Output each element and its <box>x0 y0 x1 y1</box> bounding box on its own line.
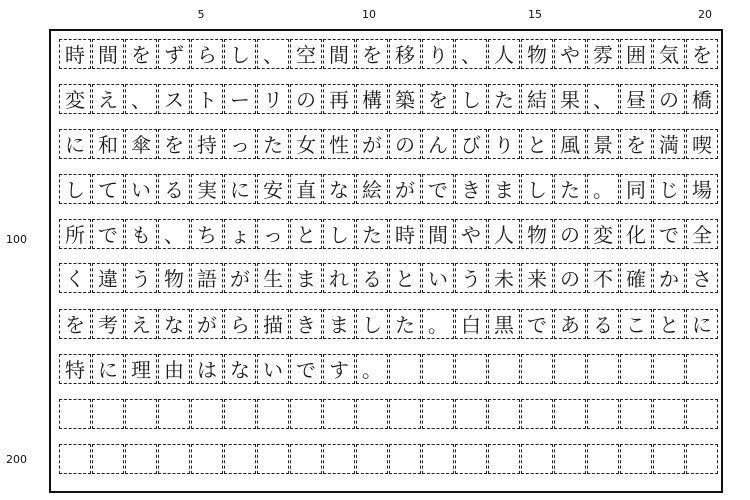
grid-cell: な <box>158 309 190 339</box>
grid-cell: と <box>521 129 553 159</box>
grid-cell: た <box>554 174 586 204</box>
grid-cell: う <box>125 263 157 293</box>
column-marker-15: 15 <box>528 8 542 21</box>
grid-cell: じ <box>653 174 685 204</box>
grid-cell <box>257 444 289 474</box>
grid-cell: 満 <box>653 129 685 159</box>
grid-cell: 、 <box>587 84 619 114</box>
grid-cell: 構 <box>356 84 388 114</box>
grid-cell: 間 <box>422 219 454 249</box>
grid-cell: 空 <box>290 39 322 69</box>
grid-cell: で <box>521 309 553 339</box>
grid-cell: る <box>356 263 388 293</box>
grid-cell: で <box>653 219 685 249</box>
grid-cell <box>587 444 619 474</box>
grid-cell: 時 <box>59 39 91 69</box>
grid-cell <box>686 354 718 384</box>
grid-row <box>59 399 715 429</box>
grid-cell: 。 <box>422 309 454 339</box>
grid-cell: で <box>92 219 124 249</box>
grid-row <box>59 84 715 114</box>
grid-cell: に <box>59 129 91 159</box>
grid-cell: 理 <box>125 354 157 384</box>
row-marker-100: 100 <box>6 233 27 246</box>
grid-cell: く <box>59 263 91 293</box>
grid-cell <box>521 444 553 474</box>
grid-cell: た <box>356 219 388 249</box>
grid-cell: と <box>653 309 685 339</box>
grid-cell: と <box>389 263 421 293</box>
grid-cell: ん <box>422 129 454 159</box>
grid-cell <box>422 399 454 429</box>
grid-cell: 昼 <box>620 84 652 114</box>
grid-cell: 安 <box>257 174 289 204</box>
grid-cell: ず <box>158 39 190 69</box>
grid-cell: し <box>224 39 256 69</box>
grid-cell <box>125 444 157 474</box>
grid-cell: 風 <box>554 129 586 159</box>
grid-cell: 直 <box>290 174 322 204</box>
column-marker-20: 20 <box>698 8 712 21</box>
grid-cell <box>389 399 421 429</box>
grid-cell: 、 <box>257 39 289 69</box>
grid-cell: か <box>653 263 685 293</box>
grid-cell: を <box>158 129 190 159</box>
grid-cell <box>290 399 322 429</box>
grid-row <box>59 309 715 339</box>
grid-cell: 黒 <box>488 309 520 339</box>
grid-cell <box>554 444 586 474</box>
grid-cell: 確 <box>620 263 652 293</box>
grid-row <box>59 354 715 384</box>
grid-cell: て <box>92 174 124 204</box>
grid-cell: き <box>290 309 322 339</box>
grid-cell: 喫 <box>686 129 718 159</box>
grid-cell: 人 <box>488 39 520 69</box>
grid-cell <box>488 354 520 384</box>
grid-cell: 生 <box>257 263 289 293</box>
grid-cell: し <box>323 219 355 249</box>
grid-cell: 和 <box>92 129 124 159</box>
grid-cell: 時 <box>389 219 421 249</box>
grid-cell: の <box>290 84 322 114</box>
grid-cell: に <box>686 309 718 339</box>
grid-cell <box>59 444 91 474</box>
grid-cell <box>191 444 223 474</box>
grid-cell <box>488 444 520 474</box>
grid-cell <box>323 444 355 474</box>
grid-cell <box>521 399 553 429</box>
grid-cell <box>224 444 256 474</box>
grid-cell: 物 <box>521 219 553 249</box>
grid-cell: ら <box>191 39 223 69</box>
grid-cell: が <box>389 174 421 204</box>
grid-cell: え <box>125 309 157 339</box>
grid-cell <box>158 399 190 429</box>
grid-row <box>59 219 715 249</box>
grid-cell: ょ <box>224 219 256 249</box>
grid-cell: を <box>620 129 652 159</box>
grid-cell: に <box>92 354 124 384</box>
grid-cell: 特 <box>59 354 91 384</box>
grid-cell: し <box>356 309 388 339</box>
grid-cell: ま <box>290 263 322 293</box>
grid-cell: 場 <box>686 174 718 204</box>
grid-cell: 。 <box>587 174 619 204</box>
grid-cell <box>191 399 223 429</box>
grid-cell: 女 <box>290 129 322 159</box>
grid-cell: 違 <box>92 263 124 293</box>
grid-cell: 物 <box>158 263 190 293</box>
grid-cell: さ <box>686 263 718 293</box>
grid-cell: や <box>554 39 586 69</box>
grid-cell <box>587 354 619 384</box>
grid-row <box>59 39 715 69</box>
grid-cell: を <box>59 309 91 339</box>
grid-cell <box>620 444 652 474</box>
grid-cell <box>521 354 553 384</box>
grid-cell <box>653 399 685 429</box>
grid-cell: を <box>422 84 454 114</box>
grid-cell: 気 <box>653 39 685 69</box>
grid-cell: 、 <box>158 219 190 249</box>
grid-cell <box>356 444 388 474</box>
grid-cell: の <box>554 263 586 293</box>
grid-cell: び <box>455 129 487 159</box>
grid-cell: 、 <box>125 84 157 114</box>
grid-cell: が <box>224 263 256 293</box>
grid-cell <box>224 399 256 429</box>
grid-cell: に <box>224 174 256 204</box>
grid-cell <box>257 399 289 429</box>
grid-cell <box>620 399 652 429</box>
grid-cell <box>92 399 124 429</box>
grid-cell: 築 <box>389 84 421 114</box>
grid-cell: る <box>587 309 619 339</box>
grid-cell: 同 <box>620 174 652 204</box>
grid-cell: 全 <box>686 219 718 249</box>
grid-cell <box>653 444 685 474</box>
grid-cell: 化 <box>620 219 652 249</box>
grid-cell <box>389 444 421 474</box>
grid-cell: っ <box>224 129 256 159</box>
grid-cell: な <box>323 174 355 204</box>
grid-cell: す <box>323 354 355 384</box>
grid-cell: 考 <box>92 309 124 339</box>
grid-cell: で <box>290 354 322 384</box>
grid-cell: り <box>422 39 454 69</box>
grid-cell: 白 <box>455 309 487 339</box>
grid-cell: き <box>455 174 487 204</box>
grid-cell: え <box>92 84 124 114</box>
grid-cell: 。 <box>356 354 388 384</box>
grid-cell: 移 <box>389 39 421 69</box>
grid-cell: 橋 <box>686 84 718 114</box>
grid-cell <box>620 354 652 384</box>
grid-cell: 描 <box>257 309 289 339</box>
grid-cell: う <box>455 263 487 293</box>
grid-cell <box>323 399 355 429</box>
grid-cell <box>290 444 322 474</box>
grid-cell: が <box>191 309 223 339</box>
grid-cell <box>488 399 520 429</box>
grid-cell: し <box>59 174 91 204</box>
grid-cell: し <box>455 84 487 114</box>
grid-cell: ス <box>158 84 190 114</box>
grid-cell: 果 <box>554 84 586 114</box>
grid-cell: 、 <box>455 39 487 69</box>
grid-cell: れ <box>323 263 355 293</box>
grid-cell: や <box>455 219 487 249</box>
grid-cell: こ <box>620 309 652 339</box>
grid-cell: 間 <box>92 39 124 69</box>
grid-cell: を <box>125 39 157 69</box>
grid-cell: い <box>422 263 454 293</box>
grid-cell: た <box>257 129 289 159</box>
grid-row <box>59 129 715 159</box>
grid-cell <box>92 444 124 474</box>
grid-cell: も <box>125 219 157 249</box>
grid-cell: ト <box>191 84 223 114</box>
grid-cell: ま <box>488 174 520 204</box>
grid-cell: 雰 <box>587 39 619 69</box>
grid-cell: 由 <box>158 354 190 384</box>
grid-cell: ち <box>191 219 223 249</box>
grid-cell: た <box>389 309 421 339</box>
row-marker-200: 200 <box>6 453 27 466</box>
grid-cell: 所 <box>59 219 91 249</box>
grid-cell: と <box>290 219 322 249</box>
column-marker-5: 5 <box>197 8 205 21</box>
grid-cell: 景 <box>587 129 619 159</box>
grid-cell <box>422 354 454 384</box>
grid-cell: 不 <box>587 263 619 293</box>
grid-cell <box>455 399 487 429</box>
grid-cell <box>158 444 190 474</box>
grid-cell: を <box>686 39 718 69</box>
manuscript-grid <box>49 29 723 493</box>
grid-cell: の <box>389 129 421 159</box>
grid-cell: た <box>488 84 520 114</box>
grid-cell: い <box>257 354 289 384</box>
grid-cell: 再 <box>323 84 355 114</box>
grid-cell: っ <box>257 219 289 249</box>
grid-cell: の <box>653 84 685 114</box>
grid-row <box>59 263 715 293</box>
grid-cell: 物 <box>521 39 553 69</box>
grid-cell: し <box>521 174 553 204</box>
grid-cell <box>125 399 157 429</box>
grid-cell: 持 <box>191 129 223 159</box>
grid-cell <box>422 444 454 474</box>
grid-cell <box>653 354 685 384</box>
grid-cell: 変 <box>587 219 619 249</box>
column-marker-10: 10 <box>362 8 376 21</box>
grid-cell: 傘 <box>125 129 157 159</box>
grid-cell: 変 <box>59 84 91 114</box>
grid-cell: る <box>158 174 190 204</box>
grid-cell: り <box>488 129 520 159</box>
grid-cell <box>554 399 586 429</box>
grid-cell: を <box>356 39 388 69</box>
grid-cell: あ <box>554 309 586 339</box>
grid-cell: 未 <box>488 263 520 293</box>
grid-cell: 囲 <box>620 39 652 69</box>
grid-cell <box>389 354 421 384</box>
grid-row <box>59 444 715 474</box>
grid-cell: 結 <box>521 84 553 114</box>
grid-row <box>59 174 715 204</box>
grid-cell <box>356 399 388 429</box>
grid-cell <box>59 399 91 429</box>
grid-cell <box>455 354 487 384</box>
grid-cell: リ <box>257 84 289 114</box>
grid-cell <box>686 399 718 429</box>
grid-cell <box>686 444 718 474</box>
grid-cell: 実 <box>191 174 223 204</box>
grid-cell: 来 <box>521 263 553 293</box>
grid-cell: は <box>191 354 223 384</box>
grid-cell: が <box>356 129 388 159</box>
grid-cell: 性 <box>323 129 355 159</box>
grid-cell: 語 <box>191 263 223 293</box>
grid-cell: ら <box>224 309 256 339</box>
grid-cell: な <box>224 354 256 384</box>
grid-cell: 絵 <box>356 174 388 204</box>
grid-cell: 人 <box>488 219 520 249</box>
grid-cell: い <box>125 174 157 204</box>
grid-cell: ま <box>323 309 355 339</box>
grid-cell <box>554 354 586 384</box>
grid-cell: の <box>554 219 586 249</box>
grid-cell <box>455 444 487 474</box>
grid-cell: で <box>422 174 454 204</box>
grid-cell: 間 <box>323 39 355 69</box>
grid-cell: ー <box>224 84 256 114</box>
grid-cell <box>587 399 619 429</box>
